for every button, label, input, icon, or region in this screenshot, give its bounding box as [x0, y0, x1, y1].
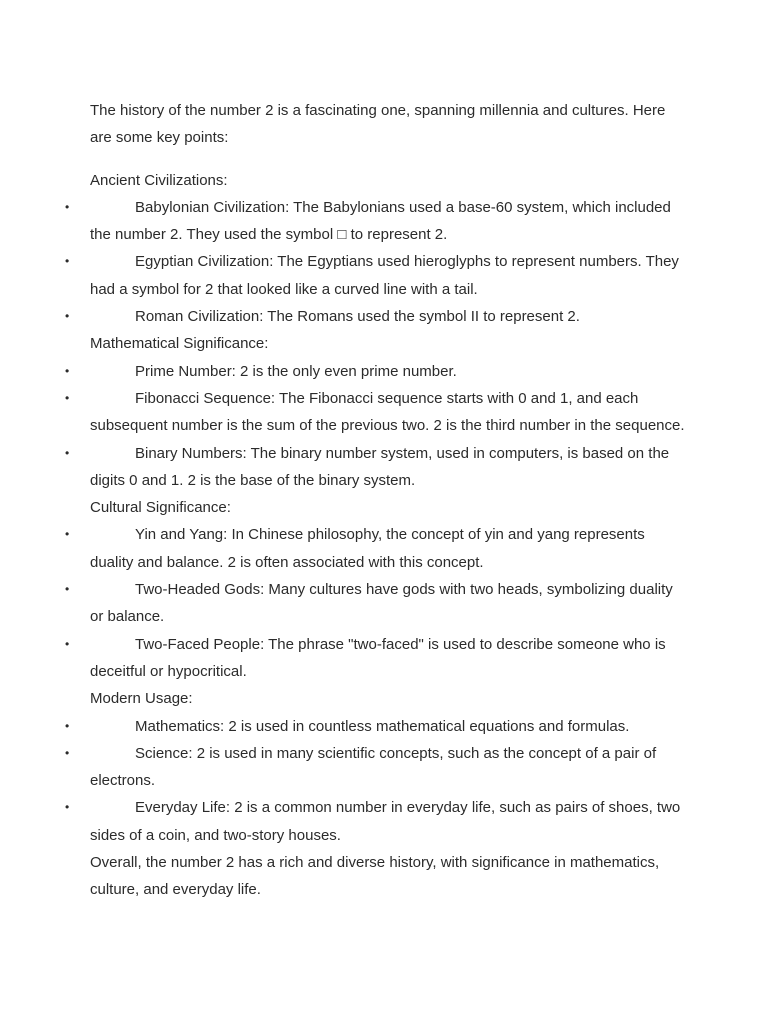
list-item-text: Science: 2 is used in many scientific concepts, such as the concept of a pair of electrons. — [90, 744, 657, 790]
list-item — [65, 440, 690, 495]
section-ancient-civilizations — [65, 167, 690, 331]
document-body — [65, 97, 690, 904]
list-item — [65, 521, 690, 576]
list-item — [65, 194, 690, 249]
bullet-icon: • — [65, 636, 70, 651]
list-item — [65, 385, 690, 440]
bullet-icon: • — [65, 800, 70, 815]
bullet-icon: • — [65, 527, 70, 542]
bullet-icon: • — [65, 582, 70, 597]
list-item-text: Egyptian Civilization: The Egyptians used hieroglyphs to represent numbers. They had a symbol for 2 that looked like a curved line with a tail. — [90, 253, 679, 298]
list-item-text: Prime Number: 2 is the only even prime number. — [135, 362, 457, 380]
list-item — [65, 713, 690, 740]
conclusion-paragraph: Overall, the number 2 has a rich and diverse history, with significance in mathematics, culture, and everyday life. — [90, 854, 664, 899]
bullet-icon: • — [65, 445, 70, 460]
section-heading: Modern Usage: — [90, 690, 193, 708]
list-item-text: Fibonacci Sequence: The Fibonacci sequence starts with 0 and 1, and each subsequent number is the sum of the previous two. 2 is the third number in the sequence. — [90, 389, 685, 435]
bullet-list — [65, 194, 690, 330]
list-item-text: Mathematics: 2 is used in countless mathematical equations and formulas. — [135, 717, 630, 735]
section-heading: Ancient Civilizations: — [90, 171, 228, 189]
section-cultural-significance — [65, 494, 690, 685]
list-item — [65, 794, 690, 849]
section-modern-usage — [65, 685, 690, 849]
list-item — [65, 631, 690, 686]
list-item-text: Yin and Yang: In Chinese philosophy, the concept of yin and yang represents duality and balance. 2 is often associated with this concept. — [90, 526, 645, 571]
bullet-list — [65, 358, 690, 494]
list-item — [65, 248, 690, 303]
bullet-list — [65, 521, 690, 685]
section-heading: Mathematical Significance: — [90, 335, 269, 353]
section-mathematical-significance — [65, 330, 690, 494]
bullet-list — [65, 713, 690, 849]
list-item-text: Two-Faced People: The phrase "two-faced" is used to describe someone who is deceitful or hypocritical. — [90, 635, 666, 680]
bullet-icon: • — [65, 718, 70, 733]
section-heading: Cultural Significance: — [90, 499, 231, 517]
list-item-text: Everyday Life: 2 is a common number in everyday life, such as pairs of shoes, two sides of a coin, and two-story houses. — [90, 799, 681, 844]
bullet-icon: • — [65, 254, 70, 269]
list-item-text: Two-Headed Gods: Many cultures have gods with two heads, symbolizing duality or balance. — [90, 581, 673, 626]
list-item — [65, 740, 690, 795]
list-item — [65, 303, 690, 330]
bullet-icon: • — [65, 309, 70, 324]
intro-paragraph: The history of the number 2 is a fascinating one, spanning millennia and cultures. Here are some key points: — [90, 102, 670, 147]
list-item-text: Babylonian Civilization: The Babylonians used a base-60 system, which included the number 2. They used the symbol □ to represent 2. — [90, 198, 671, 244]
list-item — [65, 358, 690, 385]
list-item-text: Roman Civilization: The Romans used the symbol II to represent 2. — [135, 308, 580, 326]
list-item — [65, 576, 690, 631]
bullet-icon: • — [65, 199, 70, 214]
bullet-icon: • — [65, 745, 70, 760]
list-item-text: Binary Numbers: The binary number system, used in computers, is based on the digits 0 and 1. 2 is the base of the binary system. — [90, 444, 670, 489]
bullet-icon: • — [65, 363, 70, 378]
bullet-icon: • — [65, 390, 70, 405]
